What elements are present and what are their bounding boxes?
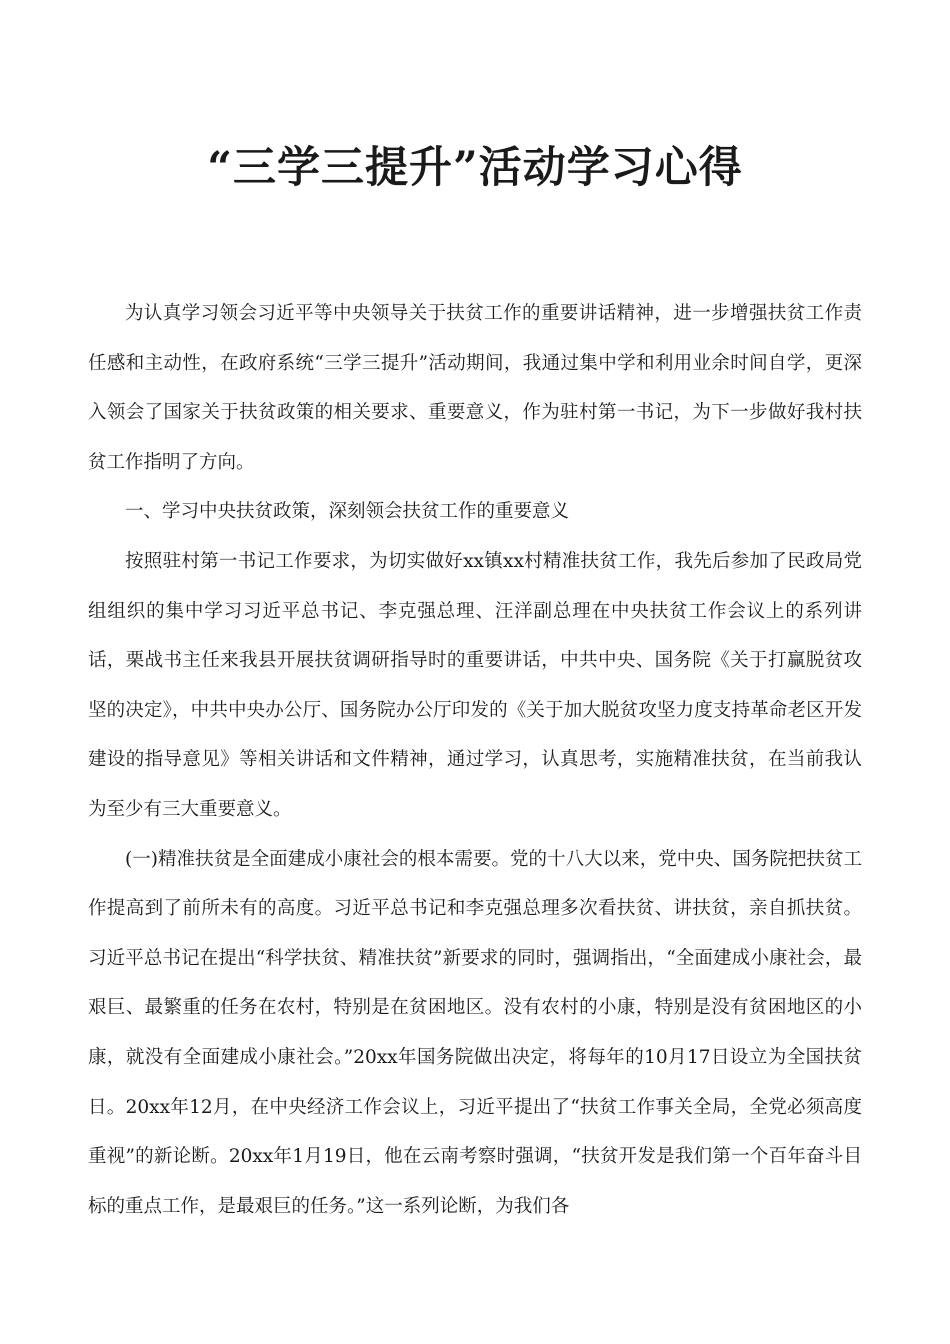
document-body xyxy=(88,289,862,1231)
paragraph-subsection-1: (一)精准扶贫是全面建成小康社会的根本需要。党的十八大以来，党中央、国务院把扶贫工作提高到了前所未有的高度。习近平总书记和李克强总理多次看扶贫、讲扶贫，亲自抓扶贫。习近平总书记在提出“科学扶贫、精准扶贫”新要求的同时，强调指出，“全面建成小康社会，最艰巨、最繁重的任务在农村，特别是在贫困地区。没有农村的小康，特别是没有贫困地区的小康，就没有全面建成小康社会。”20xx年国务院做出决定，将每年的10月17日设立为全国扶贫日。20xx年12月，在中央经济工作会议上，习近平提出了“扶贫工作事关全局，全党必须高度重视”的新论断。20xx年1月19日，他在云南考察时强调，“扶贫开发是我们第一个百年奋斗目标的重点工作，是最艰巨的任务。”这一系列论断，为我们各 xyxy=(88,848,862,1217)
paragraph-intro: 为认真学习领会习近平等中央领导关于扶贫工作的重要讲话精神，进一步增强扶贫工作责任感和主动性，在政府系统“三学三提升”活动期间，我通过集中学和利用业余时间自学，更深入领会了国家关于扶贫政策的相关要求、重要意义，作为驻村第一书记，为下一步做好我村扶贫工作指明了方向。 xyxy=(88,303,862,473)
section-heading-1: 一、学习中央扶贫政策，深刻领会扶贫工作的重要意义 xyxy=(125,501,570,523)
document-title: “三学三提升”活动学习心得 xyxy=(207,143,743,193)
paragraph-section-1: 按照驻村第一书记工作要求，为切实做好xx镇xx村精准扶贫工作，我先后参加了民政局党组组织的集中学习习近平总书记、李克强总理、汪洋副总理在中央扶贫工作会议上的系列讲话，栗战书主任来我县开展扶贫调研指导时的重要讲话，中共中央、国务院《关于打赢脱贫攻坚的决定》，中共中央办公厅、国务院办公厅印发的《关于加大脱贫攻坚力度支持革命老区开发建设的指导意见》等相关讲话和文件精神，通过学习，认真思考，实施精准扶贫，在当前我认为至少有三大重要意义。 xyxy=(88,550,862,820)
